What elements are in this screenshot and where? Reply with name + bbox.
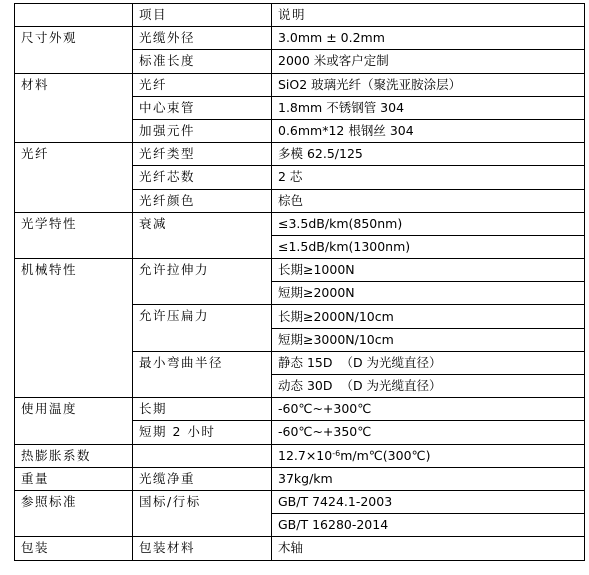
cell-value: 3.0mm ± 0.2mm <box>272 27 585 50</box>
cell-value: 短期≥2000N <box>272 282 585 305</box>
cell-value: 37kg/km <box>272 467 585 490</box>
cell-label: 光缆净重 <box>133 467 272 490</box>
header-description: 说明 <box>272 4 585 27</box>
table-row <box>15 259 585 282</box>
cell-label: 最小弯曲半径 <box>133 351 272 397</box>
group-mechanical: 机械特性 <box>15 259 133 398</box>
cell-value: 短期≥3000N/10cm <box>272 328 585 351</box>
group-weight: 重量 <box>15 467 133 490</box>
cell-label-empty <box>133 444 272 467</box>
cell-label: 允许拉伸力 <box>133 259 272 305</box>
group-materials: 材料 <box>15 73 133 143</box>
cell-label: 允许压扁力 <box>133 305 272 351</box>
cell-value: ≤3.5dB/km(850nm) <box>272 212 585 235</box>
table-row <box>15 212 585 235</box>
cell-value: -60℃~+350℃ <box>272 421 585 444</box>
cell-value: ≤1.5dB/km(1300nm) <box>272 235 585 258</box>
cell-value <box>272 444 585 467</box>
group-fiber: 光纤 <box>15 143 133 213</box>
table-row <box>15 27 585 50</box>
table-row <box>15 143 585 166</box>
coefficient-exponent: -6 <box>332 448 341 458</box>
cell-value: 棕色 <box>272 189 585 212</box>
cell-value: 2000 米或客户定制 <box>272 50 585 73</box>
specification-table <box>14 3 585 561</box>
table-row <box>15 73 585 96</box>
cell-value: 0.6mm*12 根钢丝 304 <box>272 119 585 142</box>
table-row <box>15 398 585 421</box>
cell-value: SiO2 玻璃光纤（聚洗亚胺涂层） <box>272 73 585 96</box>
cell-label: 中心束管 <box>133 96 272 119</box>
cell-label: 光纤类型 <box>133 143 272 166</box>
group-thermal-expansion: 热膨胀系数 <box>15 444 133 467</box>
cell-label: 标准长度 <box>133 50 272 73</box>
group-temperature: 使用温度 <box>15 398 133 444</box>
header-col1 <box>15 4 133 27</box>
cell-value: 动态 30D （D 为光缆直径） <box>272 375 585 398</box>
cell-value: 木轴 <box>272 537 585 560</box>
cell-value: 长期≥1000N <box>272 259 585 282</box>
table-row <box>15 467 585 490</box>
cell-label: 衰减 <box>133 212 272 258</box>
coefficient-main: 12.7×10 <box>278 447 333 463</box>
header-item: 项目 <box>133 4 272 27</box>
cell-label: 加强元件 <box>133 119 272 142</box>
cell-value: GB/T 16280-2014 <box>272 514 585 537</box>
table-row <box>15 444 585 467</box>
cell-label: 包装材料 <box>133 537 272 560</box>
coefficient-unit: m/m℃(300℃) <box>340 447 431 463</box>
cell-label: 光缆外径 <box>133 27 272 50</box>
cell-label: 短期 2 小时 <box>133 421 272 444</box>
cell-label: 国标/行标 <box>133 490 272 536</box>
cell-label: 光纤 <box>133 73 272 96</box>
cell-label: 光纤颜色 <box>133 189 272 212</box>
group-packaging: 包装 <box>15 537 133 560</box>
cell-value: 2 芯 <box>272 166 585 189</box>
table-header-row <box>15 4 585 27</box>
group-dimensions: 尺寸外观 <box>15 27 133 73</box>
cell-value: 1.8mm 不锈钢管 304 <box>272 96 585 119</box>
table-row <box>15 490 585 513</box>
group-standards: 参照标准 <box>15 490 133 536</box>
table-row <box>15 537 585 560</box>
cell-label: 长期 <box>133 398 272 421</box>
cell-value: 长期≥2000N/10cm <box>272 305 585 328</box>
cell-value: 多模 62.5/125 <box>272 143 585 166</box>
cell-label: 光纤芯数 <box>133 166 272 189</box>
cell-value: GB/T 7424.1-2003 <box>272 490 585 513</box>
cell-value: -60℃~+300℃ <box>272 398 585 421</box>
cell-value: 静态 15D （D 为光缆直径） <box>272 351 585 374</box>
group-optical: 光学特性 <box>15 212 133 258</box>
